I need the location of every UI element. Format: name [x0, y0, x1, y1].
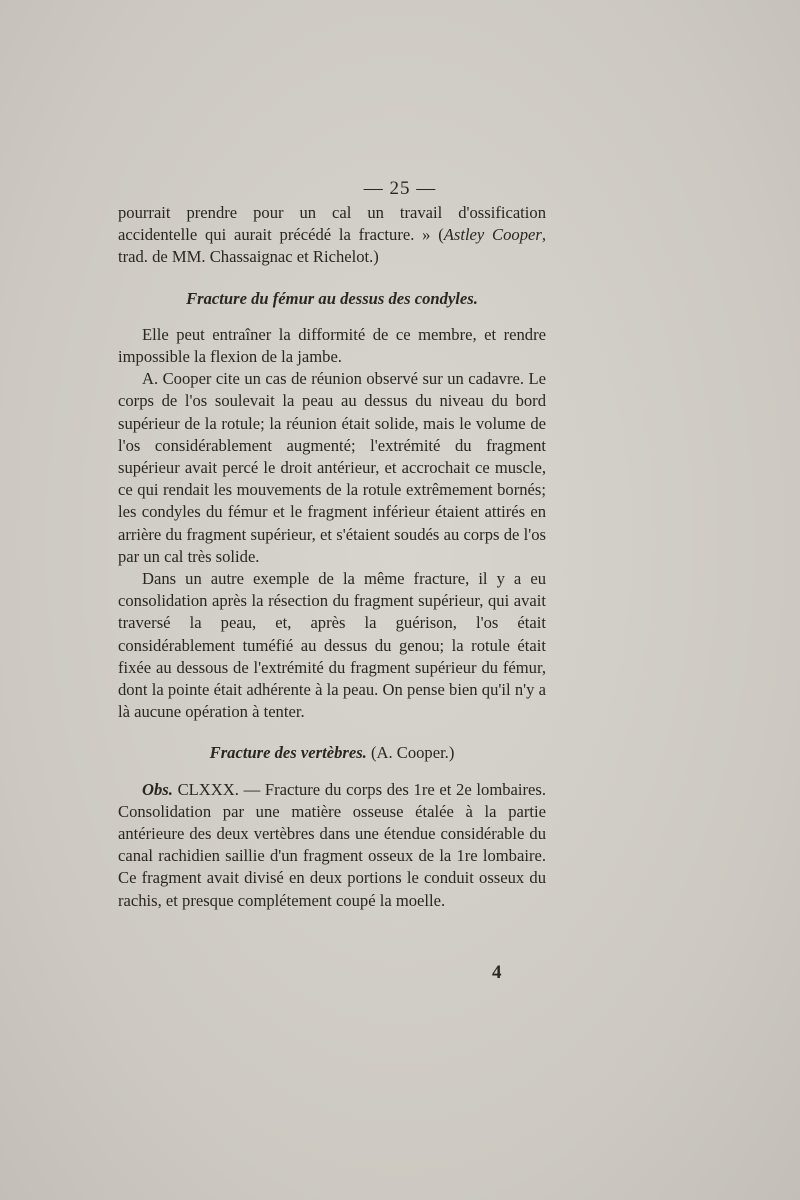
section-heading-vertebrae: [118, 742, 546, 764]
section-heading-femur: Fracture du fémur au dessus des condyles.: [186, 288, 478, 308]
paragraph-cooper-case: A. Cooper cite un cas de réunion observé sur un cadavre. Le corps de l'os soulevait la peau au dessus du niveau du bord supérieur de la rotule; la réunion était solide, mais le volume de l'os considérablement augmenté; l'extrémité du fragment supérieur avait percé le droit antérieur, et accrochait ce muscle, ce qui rendait les mouvements de la rotule extrêmement bornés; les condyles du fémur et le fragment inférieur étaient attirés en arrière du fragment supérieur, et s'étaient soudés au corps de l'os par un cal très solide.: [118, 369, 546, 566]
spacer: [118, 765, 546, 779]
page-body: [118, 202, 546, 912]
paragraph-text-end: , trad. de MM. Chassaignac et Richelot.): [118, 225, 546, 267]
observation-text: CLXXX. — Fracture du corps des 1re et 2e lombaires. Consolidation par une matière osseuse étalée à la partie antérieure des deux vertèbres dans une étendue considérable du canal rachidien saillie d'un fragment osseux de la 1re lombaire. Ce fragment avait divisé en deux portions le conduit osseux du rachis, et presque complétement coupé la moelle.: [118, 779, 546, 910]
paragraph-text: pourrait prendre pour un cal un travail d'ossification accidentelle qui aurait précédé la fracture. » (: [118, 203, 546, 245]
heading-title: Fracture des vertèbres.: [209, 743, 367, 763]
page-number: — 25 —: [363, 178, 437, 199]
observation-label: Obs.: [142, 779, 173, 799]
paragraph-deformity: Elle peut entraîner la difformité de ce membre, et rendre impossible la flexion de la jambe.: [118, 324, 546, 367]
paragraph-other-example: Dans un autre exemple de la même fracture, il y a eu consolidation après la résection du fragment supérieur, qui avait traversé la peau, et, après la guérison, l'os était considérablement tuméfié au dessus du genou; la rotule était fixée au dessous de l'extrémité du fragment supérieur du fémur, dont la pointe était adhérente à la peau. On pense bien qu'il n'y a là aucune opération à tenter.: [118, 569, 546, 722]
spacer: [118, 723, 546, 742]
paragraph-observation: [118, 779, 546, 912]
paragraph-continuation: [118, 202, 546, 269]
signature-mark: 4: [492, 962, 502, 983]
heading-source: (A. Cooper.): [366, 743, 455, 763]
spacer: [118, 269, 546, 288]
spacer: [118, 310, 546, 324]
author-name: Astley Cooper: [443, 225, 542, 245]
